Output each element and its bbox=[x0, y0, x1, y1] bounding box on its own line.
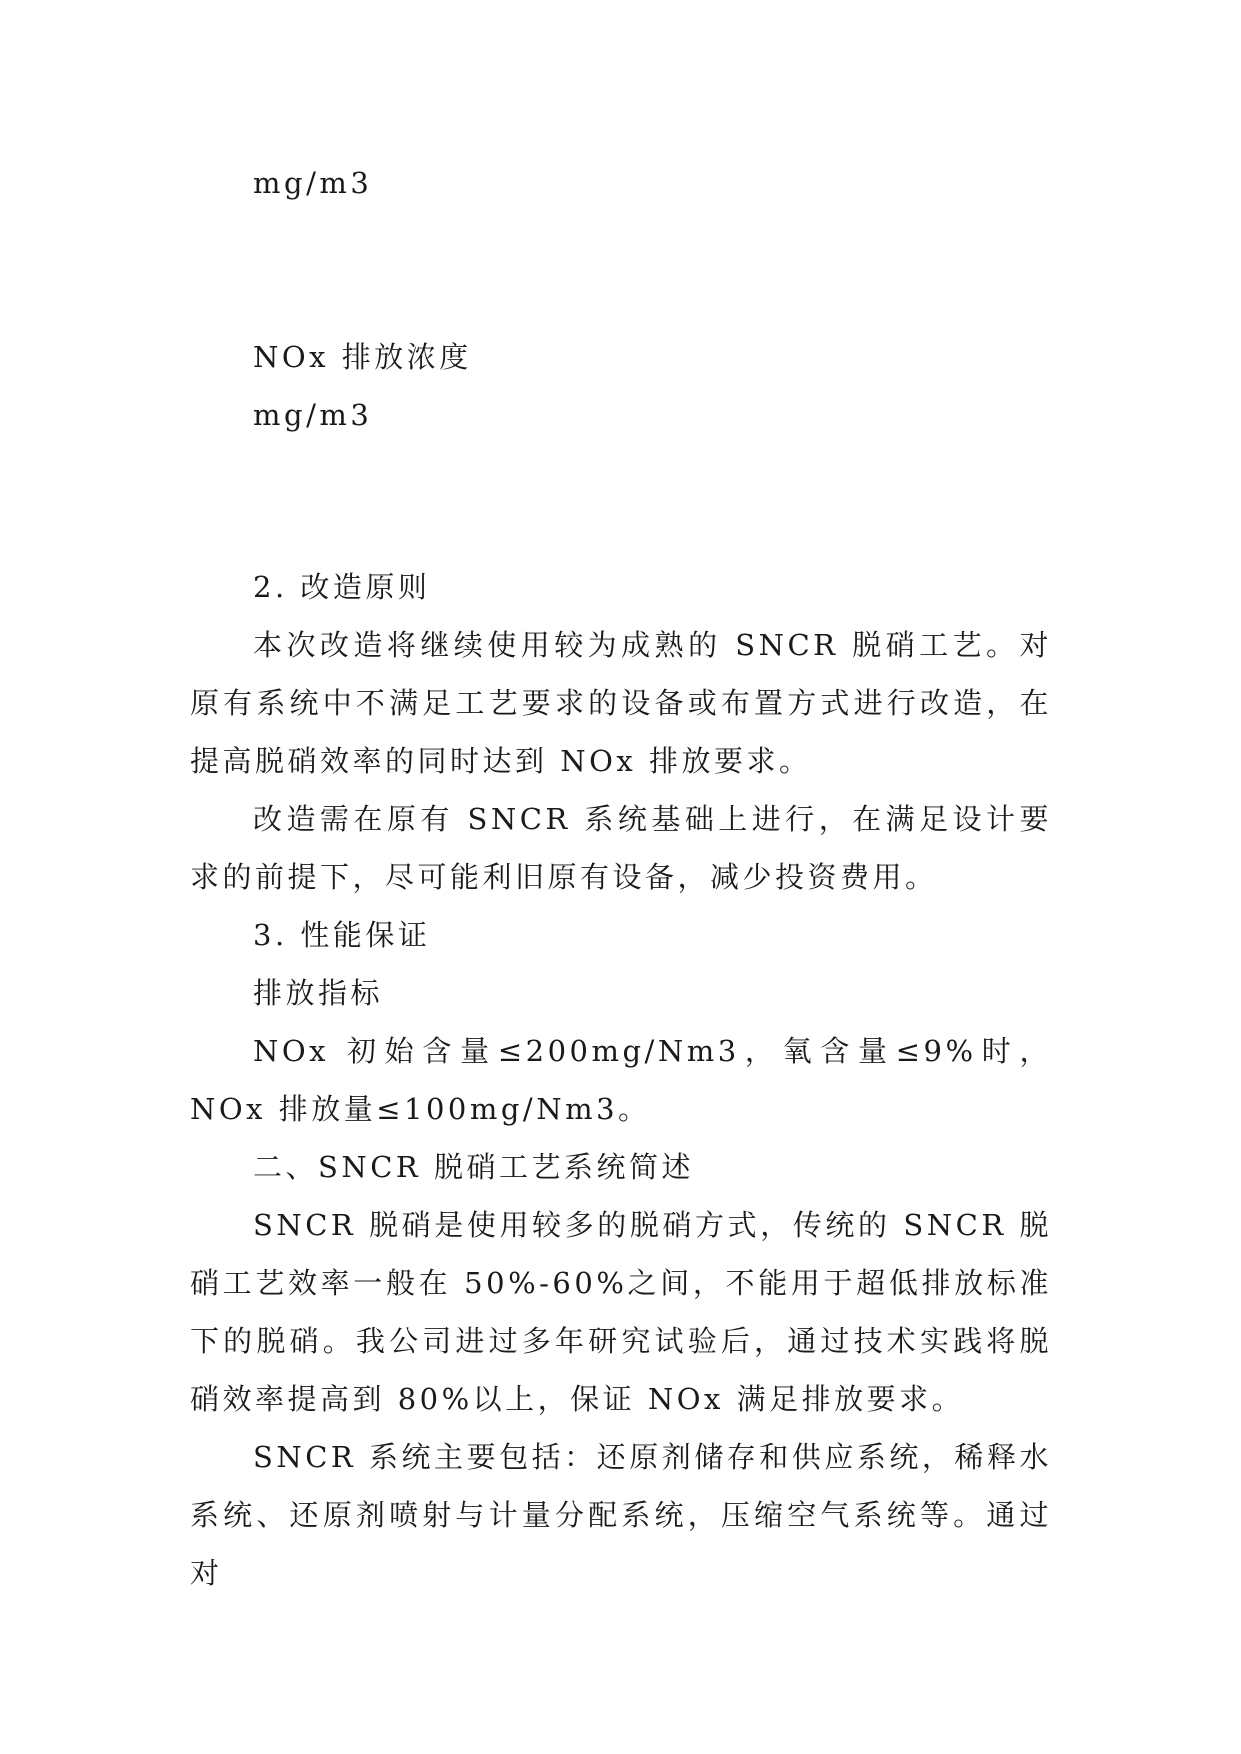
section-heading: 3. 性能保证 bbox=[253, 918, 431, 952]
paragraph: 本次改造将继续使用较为成熟的 SNCR 脱硝工艺。对原有系统中不满足工艺要求的设备或布置方式进行改造，在提高脱硝效率的同时达到 NOx 排放要求。 bbox=[190, 628, 1052, 778]
unit-label: mg/m3 bbox=[253, 398, 373, 432]
paragraph: 改造需在原有 SNCR 系统基础上进行，在满足设计要求的前提下，尽可能利旧原有设备，减少投资费用。 bbox=[190, 802, 1052, 894]
paragraph: SNCR 脱硝是使用较多的脱硝方式，传统的 SNCR 脱硝工艺效率一般在 50%-60%之间，不能用于超低排放标准下的脱硝。我公司进过多年研究试验后，通过技术实践将脱硝效率提高到 80%以上，保证 NOx 满足排放要求。 bbox=[190, 1208, 1052, 1416]
nox-emission-label: NOx 排放浓度 bbox=[253, 340, 472, 374]
section-heading: 2. 改造原则 bbox=[253, 570, 431, 604]
unit-label: mg/m3 bbox=[253, 166, 373, 200]
subheading: 排放指标 bbox=[253, 976, 384, 1010]
paragraph: SNCR 系统主要包括：还原剂储存和供应系统，稀释水系统、还原剂喷射与计量分配系统，压缩空气系统等。通过对 bbox=[190, 1440, 1052, 1590]
chapter-heading: 二、SNCR 脱硝工艺系统简述 bbox=[253, 1150, 694, 1184]
paragraph: NOx 初始含量≤200mg/Nm3，氧含量≤9%时，NOx 排放量≤100mg/Nm3。 bbox=[190, 1034, 1052, 1126]
